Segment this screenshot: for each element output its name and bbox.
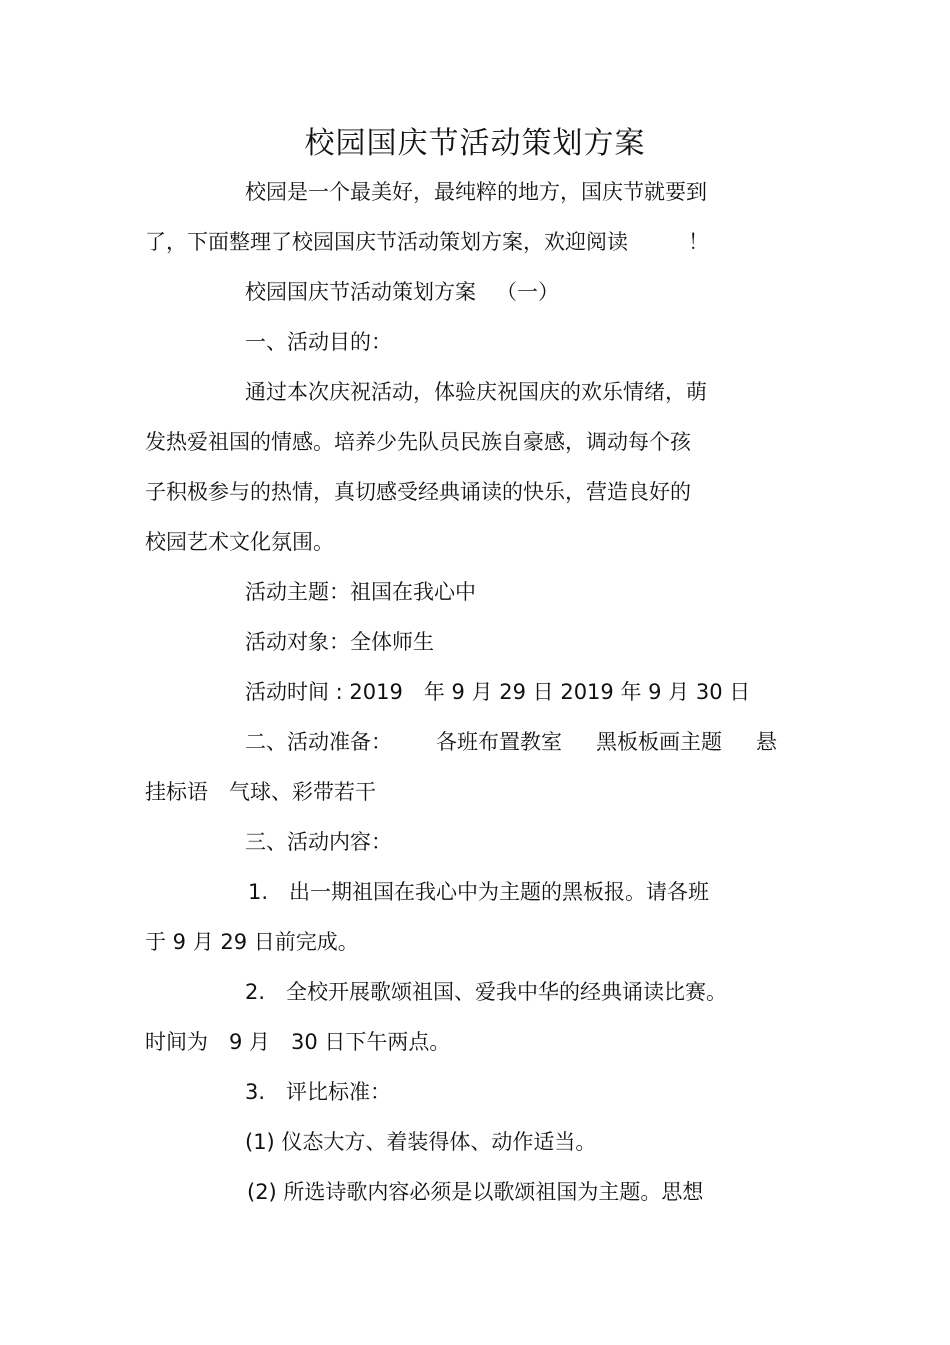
section-heading <box>245 727 777 757</box>
paragraph-line: 校园艺术文化氛围。 <box>145 530 334 554</box>
paragraph-line: 子积极参与的热情，真切感受经典诵读的快乐，营造良好的 <box>145 480 691 504</box>
prep-item: 各班布置教室 <box>436 730 562 754</box>
section-heading: 一、活动目的： <box>245 330 392 354</box>
heading-text: 二、活动准备： <box>245 730 392 754</box>
activity-time: 活动时间 : 2019 年 9 月 29 日 2019 年 9 月 30 日 <box>245 680 751 704</box>
section-heading <box>245 277 559 307</box>
activity-target: 活动对象：全体师生 <box>245 630 434 654</box>
activity-theme: 活动主题：祖国在我心中 <box>245 580 476 604</box>
paragraph-line: 校园是一个最美好，最纯粹的地方，国庆节就要到 <box>245 180 707 204</box>
paragraph-line: 于 9 月 29 日前完成。 <box>145 930 359 954</box>
document-title: 校园国庆节活动策划方案 <box>304 126 646 161</box>
paragraph-line: 挂标语 气球、彩带若干 <box>145 780 376 804</box>
sub-list-item: (1) 仪态大方、着装得体、动作适当。 <box>245 1130 597 1154</box>
list-item: 3. 评比标准： <box>245 1080 392 1104</box>
paragraph-line <box>145 227 709 257</box>
heading-number: （一） <box>496 280 559 304</box>
sub-list-item: (2) 所选诗歌内容必须是以歌颂祖国为主题。思想 <box>247 1180 704 1204</box>
heading-text: 校园国庆节活动策划方案 <box>245 280 476 304</box>
paragraph-text: 了，下面整理了校园国庆节活动策划方案，欢迎阅读 <box>145 230 628 254</box>
prep-item: 黑板板画主题 <box>596 730 722 754</box>
prep-item: 悬 <box>756 730 777 754</box>
list-item: 1. 出一期祖国在我心中为主题的黑板报。请各班 <box>248 880 710 904</box>
list-item: 2. 全校开展歌颂祖国、爱我中华的经典诵读比赛。 <box>245 980 728 1004</box>
paragraph-line: 通过本次庆祝活动，体验庆祝国庆的欢乐情绪，萌 <box>245 380 707 404</box>
paragraph-line: 时间为 9 月 30 日下午两点。 <box>145 1030 451 1054</box>
paragraph-line: 发热爱祖国的情感。培养少先队员民族自豪感，调动每个孩 <box>145 430 691 454</box>
paragraph-text: ！ <box>688 230 709 254</box>
section-heading: 三、活动内容： <box>245 830 392 854</box>
